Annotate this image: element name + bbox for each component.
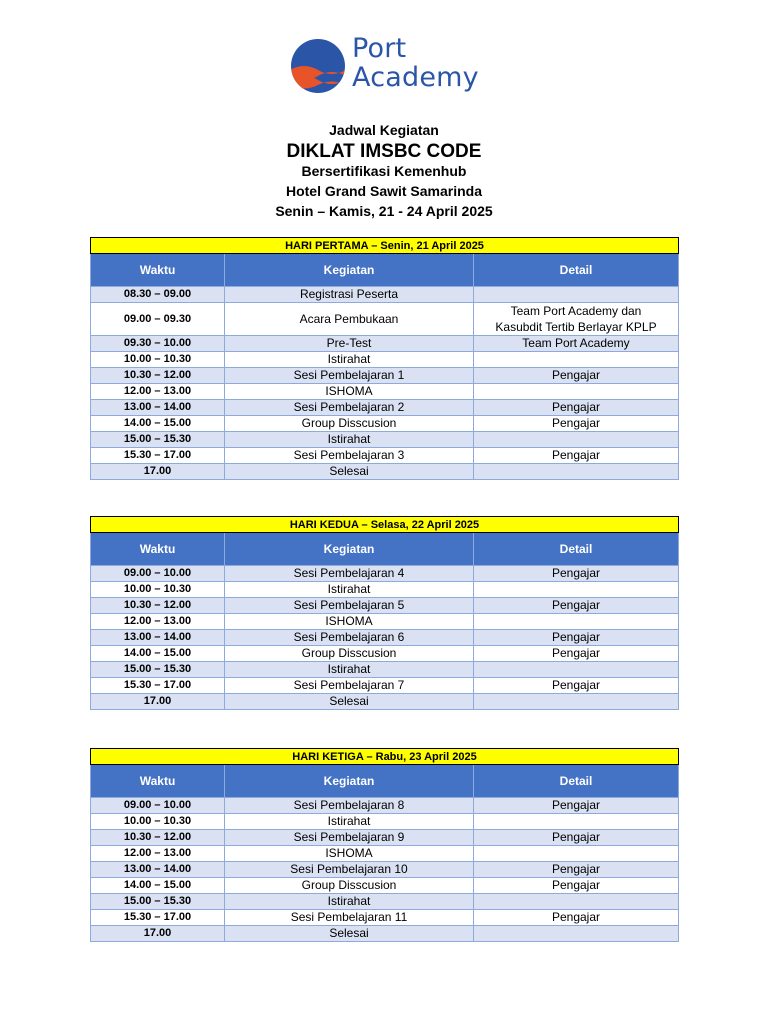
column-header-detail: Detail [474,533,679,566]
cell-waktu: 13.00 – 14.00 [91,862,225,878]
cell-detail: Pengajar [474,566,679,582]
header-line-1: Bersertifikasi Kemenhub [301,163,467,179]
cell-waktu: 09.00 – 10.00 [91,566,225,582]
logo-mark-icon [290,38,346,94]
cell-kegiatan: Group Disscusion [225,416,474,432]
table-row [91,614,679,630]
cell-waktu: 15.00 – 15.30 [91,432,225,448]
cell-detail [474,303,679,336]
column-header-kegiatan: Kegiatan [225,765,474,798]
cell-waktu: 10.30 – 12.00 [91,598,225,614]
table-row [91,814,679,830]
cell-kegiatan: Sesi Pembelajaran 7 [225,678,474,694]
table-row [91,910,679,926]
column-header-kegiatan: Kegiatan [225,533,474,566]
cell-kegiatan: ISHOMA [225,384,474,400]
cell-waktu: 10.00 – 10.30 [91,814,225,830]
cell-waktu: 12.00 – 13.00 [91,846,225,862]
logo-wordmark [352,34,479,92]
cell-waktu: 08.30 – 09.00 [91,287,225,303]
cell-waktu: 09.00 – 09.30 [91,303,225,336]
cell-detail: Pengajar [474,598,679,614]
cell-kegiatan: Sesi Pembelajaran 9 [225,830,474,846]
cell-detail: Pengajar [474,416,679,432]
cell-kegiatan: Istirahat [225,352,474,368]
cell-waktu: 15.30 – 17.00 [91,678,225,694]
day-schedule-2 [90,516,678,710]
day-title: HARI KEDUA – Selasa, 22 April 2025 [91,517,679,533]
cell-waktu: 17.00 [91,464,225,480]
cell-detail [474,846,679,862]
cell-kegiatan: Sesi Pembelajaran 3 [225,448,474,464]
header-line-2: Hotel Grand Sawit Samarinda [285,183,483,199]
logo-line-1: Port [352,33,407,64]
schedule-table [90,237,679,480]
cell-kegiatan: Istirahat [225,814,474,830]
cell-kegiatan: Registrasi Peserta [225,287,474,303]
cell-kegiatan: Selesai [225,694,474,710]
table-row [91,878,679,894]
table-row [91,384,679,400]
cell-detail [474,926,679,942]
cell-detail: Pengajar [474,630,679,646]
logo-line-2: Academy [352,62,479,93]
cell-detail: Pengajar [474,400,679,416]
cell-kegiatan: Group Disscusion [225,646,474,662]
cell-kegiatan: Istirahat [225,662,474,678]
cell-detail [474,662,679,678]
cell-waktu: 10.30 – 12.00 [91,830,225,846]
cell-kegiatan: Acara Pembukaan [225,303,474,336]
cell-detail: Pengajar [474,448,679,464]
day-schedule-3 [90,748,678,942]
schedule-table [90,748,679,942]
cell-kegiatan: Istirahat [225,432,474,448]
table-row [91,598,679,614]
cell-detail: Pengajar [474,646,679,662]
cell-waktu: 14.00 – 15.00 [91,878,225,894]
cell-waktu: 09.00 – 10.00 [91,798,225,814]
cell-waktu: 13.00 – 14.00 [91,630,225,646]
column-header-kegiatan: Kegiatan [225,254,474,287]
cell-detail: Pengajar [474,910,679,926]
detail-line-2: Kasubdit Tertib Berlayar KPLP [495,320,657,334]
cell-waktu: 14.00 – 15.00 [91,416,225,432]
cell-detail [474,384,679,400]
cell-kegiatan: Istirahat [225,582,474,598]
cell-kegiatan: Sesi Pembelajaran 1 [225,368,474,384]
cell-waktu: 10.00 – 10.30 [91,352,225,368]
column-header-waktu: Waktu [91,765,225,798]
cell-kegiatan: Group Disscusion [225,878,474,894]
cell-detail [474,694,679,710]
cell-detail [474,614,679,630]
day-title: HARI KETIGA – Rabu, 23 April 2025 [91,749,679,765]
cell-detail: Pengajar [474,678,679,694]
column-header-detail: Detail [474,765,679,798]
port-academy-logo [290,34,490,100]
header-title: DIKLAT IMSBC CODE [286,141,482,162]
cell-detail [474,352,679,368]
cell-waktu: 17.00 [91,694,225,710]
table-row [91,646,679,662]
cell-detail [474,464,679,480]
cell-kegiatan: Sesi Pembelajaran 2 [225,400,474,416]
cell-kegiatan: Sesi Pembelajaran 10 [225,862,474,878]
cell-waktu: 10.30 – 12.00 [91,368,225,384]
day-schedule-1 [90,237,678,480]
cell-waktu: 12.00 – 13.00 [91,384,225,400]
table-row [91,662,679,678]
cell-waktu: 09.30 – 10.00 [91,336,225,352]
table-row [91,798,679,814]
cell-detail [474,432,679,448]
cell-detail: Team Port Academy [474,336,679,352]
table-row [91,566,679,582]
table-row [91,630,679,646]
table-row [91,400,679,416]
cell-detail [474,814,679,830]
table-row [91,464,679,480]
table-row [91,303,679,336]
table-row [91,352,679,368]
table-row [91,336,679,352]
table-row [91,894,679,910]
cell-waktu: 10.00 – 10.30 [91,582,225,598]
table-row [91,862,679,878]
table-row [91,926,679,942]
cell-detail: Pengajar [474,798,679,814]
cell-detail [474,582,679,598]
cell-kegiatan: ISHOMA [225,846,474,862]
cell-waktu: 15.00 – 15.30 [91,894,225,910]
cell-kegiatan: Istirahat [225,894,474,910]
cell-detail: Pengajar [474,368,679,384]
cell-kegiatan: Selesai [225,464,474,480]
table-row [91,678,679,694]
cell-waktu: 13.00 – 14.00 [91,400,225,416]
day-title: HARI PERTAMA – Senin, 21 April 2025 [91,238,679,254]
table-row [91,846,679,862]
cell-kegiatan: Sesi Pembelajaran 5 [225,598,474,614]
cell-detail [474,287,679,303]
cell-detail: Pengajar [474,830,679,846]
cell-kegiatan: Sesi Pembelajaran 4 [225,566,474,582]
column-header-waktu: Waktu [91,254,225,287]
table-row [91,416,679,432]
cell-kegiatan: ISHOMA [225,614,474,630]
cell-waktu: 12.00 – 13.00 [91,614,225,630]
column-header-detail: Detail [474,254,679,287]
table-row [91,432,679,448]
cell-detail: Pengajar [474,862,679,878]
cell-kegiatan: Sesi Pembelajaran 11 [225,910,474,926]
cell-kegiatan: Selesai [225,926,474,942]
cell-kegiatan: Sesi Pembelajaran 6 [225,630,474,646]
cell-detail: Pengajar [474,878,679,894]
header-subtitle: Jadwal Kegiatan [329,122,439,138]
cell-detail [474,894,679,910]
cell-waktu: 17.00 [91,926,225,942]
detail-line-1: Team Port Academy dan [510,304,642,318]
cell-kegiatan: Sesi Pembelajaran 8 [225,798,474,814]
document-header [0,120,768,221]
header-line-3: Senin – Kamis, 21 - 24 April 2025 [275,203,493,219]
cell-waktu: 15.30 – 17.00 [91,448,225,464]
column-header-waktu: Waktu [91,533,225,566]
cell-kegiatan: Pre-Test [225,336,474,352]
table-row [91,368,679,384]
cell-waktu: 14.00 – 15.00 [91,646,225,662]
cell-waktu: 15.30 – 17.00 [91,910,225,926]
table-row [91,830,679,846]
table-row [91,448,679,464]
table-row [91,582,679,598]
cell-waktu: 15.00 – 15.30 [91,662,225,678]
schedule-table [90,516,679,710]
table-row [91,287,679,303]
table-row [91,694,679,710]
